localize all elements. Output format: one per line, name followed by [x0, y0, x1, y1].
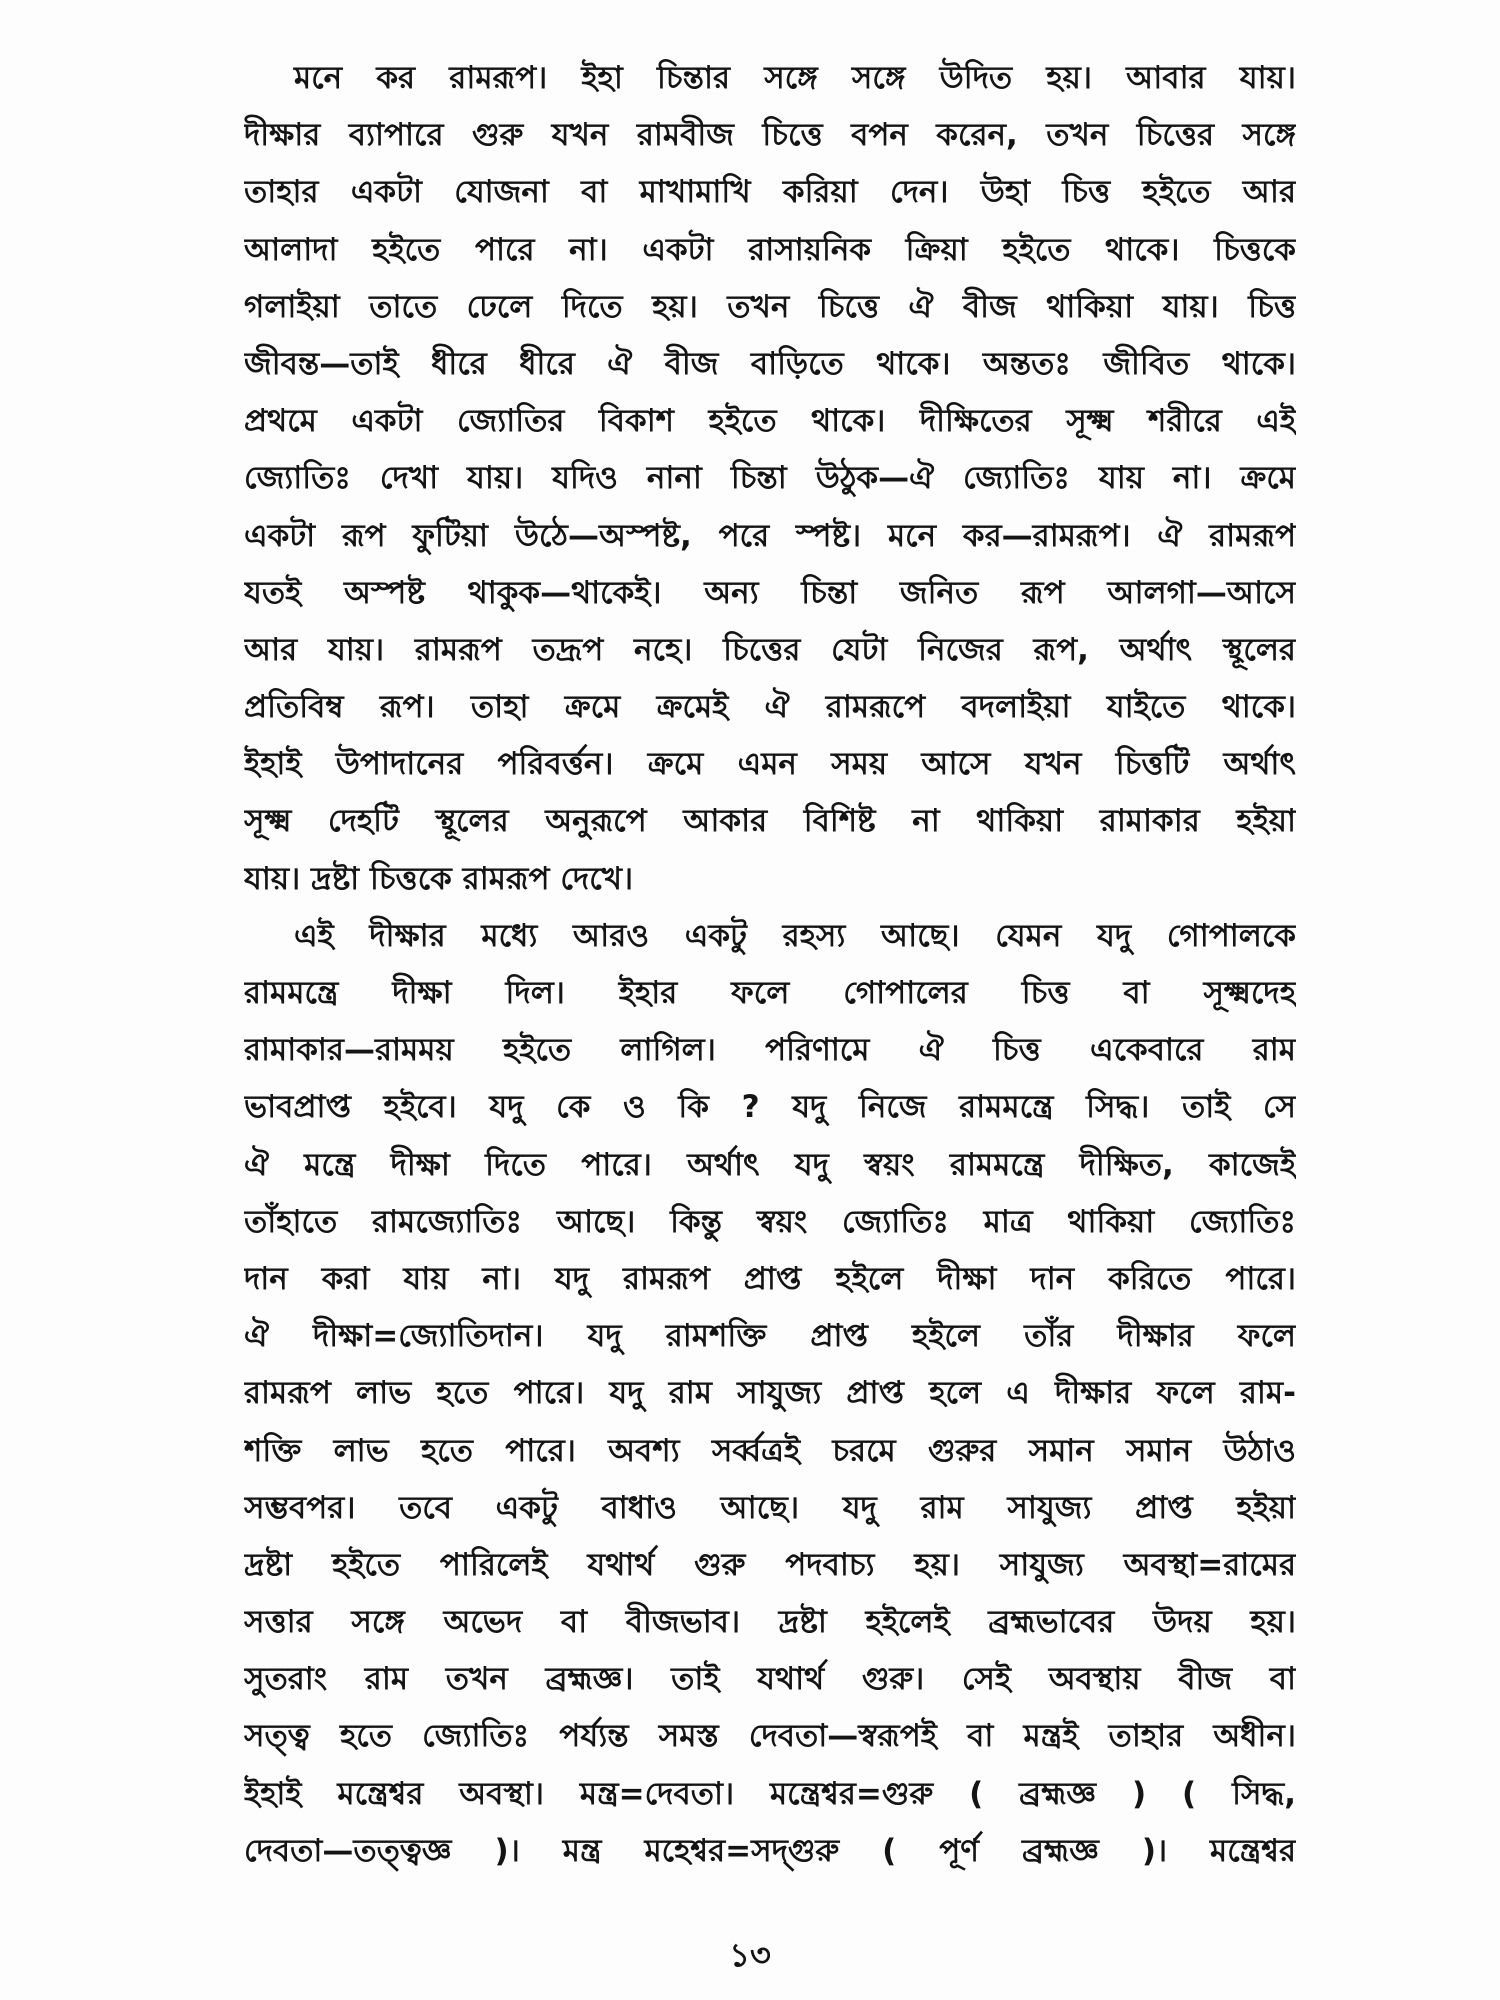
- text-line: রামমন্ত্রে দীক্ষা দিল। ইহার ফলে গোপালের চিত্ত বা সূক্ষ্মদেহ: [244, 975, 1296, 1011]
- text-line: তাঁহাতে রামজ্যোতিঃ আছে। কিন্তু স্বয়ং জ্যোতিঃ মাত্র থাকিয়া জ্যোতিঃ: [244, 1203, 1296, 1240]
- text-line: ঐ দীক্ষা=জ্যোতিদান। যদু রামশক্তি প্রাপ্ত হইলে তাঁর দীক্ষার ফলে: [244, 1318, 1296, 1355]
- text-line: আর যায়। রামরূপ তদ্রূপ নহে। চিত্তের যেটা নিজের রূপ, অর্থাৎ স্থূলের: [244, 631, 1296, 668]
- text-line: সুতরাং রাম তখন ব্রহ্মজ্ঞ। তাই যথার্থ গুরু। সেই অবস্থায় বীজ বা: [244, 1661, 1296, 1698]
- text-line: শক্তি লাভ হতে পারে। অবশ্য সর্ব্বত্রই চরমে গুরুর সমান সমান উঠাও: [244, 1432, 1296, 1469]
- text-line: দান করা যায় না। যদু রামরূপ প্রাপ্ত হইলে দীক্ষা দান করিতে পারে।: [244, 1260, 1296, 1297]
- text-line: সম্ভবপর। তবে একটু বাধাও আছে। যদু রাম সাযুজ্য প্রাপ্ত হইয়া: [244, 1489, 1296, 1526]
- text-line: রামাকার—রামময় হইতে লাগিল। পরিণামে ঐ চিত্ত একেবারে রাম: [244, 1032, 1296, 1069]
- text-line: দ্রষ্টা হইতে পারিলেই যথার্থ গুরু পদবাচ্য হয়। সাযুজ্য অবস্থা=রামের: [244, 1546, 1296, 1583]
- text-line: এই দীক্ষার মধ্যে আরও একটু রহস্য আছে। যেমন যদু গোপালকে: [294, 917, 1296, 954]
- text-line: মনে কর রামরূপ। ইহা চিন্তার সঙ্গে সঙ্গে উদিত হয়। আবার যায়।: [294, 60, 1296, 96]
- text-line: সত্তার সঙ্গে অভেদ বা বীজভাব। দ্রষ্টা হইলেই ব্রহ্মভাবের উদয় হয়।: [244, 1604, 1296, 1641]
- text-line: ইহাই মন্ত্রেশ্বর অবস্থা। মন্ত্র=দেবতা। মন্ত্রেশ্বর=গুরু ( ব্রহ্মজ্ঞ ) ( সিদ্ধ,: [244, 1775, 1296, 1812]
- text-line: দেবতা—তত্ত্বজ্ঞ )। মন্ত্র মহেশ্বর=সদ্গুরু ( পূর্ণ ব্রহ্মজ্ঞ )। মন্ত্রেশ্বর: [244, 1832, 1296, 1869]
- text-line: ইহাই উপাদানের পরিবর্ত্তন। ক্রমে এমন সময় আসে যখন চিত্তটি অর্থাৎ: [244, 746, 1296, 783]
- body-text: [244, 50, 1296, 1880]
- text-line: প্রতিবিম্ব রূপ। তাহা ক্রমে ক্রমেই ঐ রামরূপে বদলাইয়া যাইতে থাকে।: [244, 689, 1296, 726]
- text-line: ভাবপ্রাপ্ত হইবে। যদু কে ও কি ? যদু নিজে রামমন্ত্রে সিদ্ধ। তাই সে: [244, 1089, 1296, 1126]
- page-number: ১৩: [729, 1936, 771, 1974]
- text-line: আলাদা হইতে পারে না। একটা রাসায়নিক ক্রিয়া হইতে থাকে। চিত্তকে: [244, 231, 1296, 268]
- text-line: প্রথমে একটা জ্যোতির বিকাশ হইতে থাকে। দীক্ষিতের সূক্ষ্ম শরীরে এই: [244, 403, 1296, 440]
- paragraph: [244, 50, 1296, 908]
- text-line: গলাইয়া তাতে ঢেলে দিতে হয়। তখন চিত্তে ঐ বীজ থাকিয়া যায়। চিত্ত: [244, 288, 1296, 325]
- text-line: যতই অস্পষ্ট থাকুক—থাকেই। অন্য চিন্তা জনিত রূপ আলগা—আসে: [244, 574, 1296, 611]
- paragraph: [244, 908, 1296, 1880]
- text-line: একটা রূপ ফুটিয়া উঠে—অস্পষ্ট, পরে স্পষ্ট। মনে কর—রামরূপ। ঐ রামরূপ: [244, 517, 1296, 554]
- text-line: জীবন্ত—তাই ধীরে ধীরে ঐ বীজ বাড়িতে থাকে। অন্ততঃ জীবিত থাকে।: [244, 345, 1296, 382]
- text-line: জ্যোতিঃ দেখা যায়। যদিও নানা চিন্তা উঠুক—ঐ জ্যোতিঃ যায় না। ক্রমে: [244, 460, 1296, 497]
- text-line: সত্ত্ব হতে জ্যোতিঃ পর্য্যন্ত সমস্ত দেবতা—স্বরূপই বা মন্ত্রই তাহার অধীন।: [244, 1718, 1296, 1755]
- text-line: দীক্ষার ব্যাপারে গুরু যখন রামবীজ চিত্তে বপন করেন, তখন চিত্তের সঙ্গে: [244, 117, 1296, 154]
- text-line: সূক্ষ্ম দেহটি স্থূলের অনুরূপে আকার বিশিষ্ট না থাকিয়া রামাকার হইয়া: [244, 803, 1296, 840]
- text-line: ঐ মন্ত্রে দীক্ষা দিতে পারে। অর্থাৎ যদু স্বয়ং রামমন্ত্রে দীক্ষিত, কাজেই: [244, 1146, 1296, 1183]
- text-line: রামরূপ লাভ হতে পারে। যদু রাম সাযুজ্য প্রাপ্ত হলে এ দীক্ষার ফলে রাম-: [244, 1375, 1296, 1412]
- text-line: তাহার একটা যোজনা বা মাখামাখি করিয়া দেন। উহা চিত্ত হইতে আর: [244, 174, 1296, 211]
- text-line: যায়। দ্রষ্টা চিত্তকে রামরূপ দেখে।: [244, 860, 634, 897]
